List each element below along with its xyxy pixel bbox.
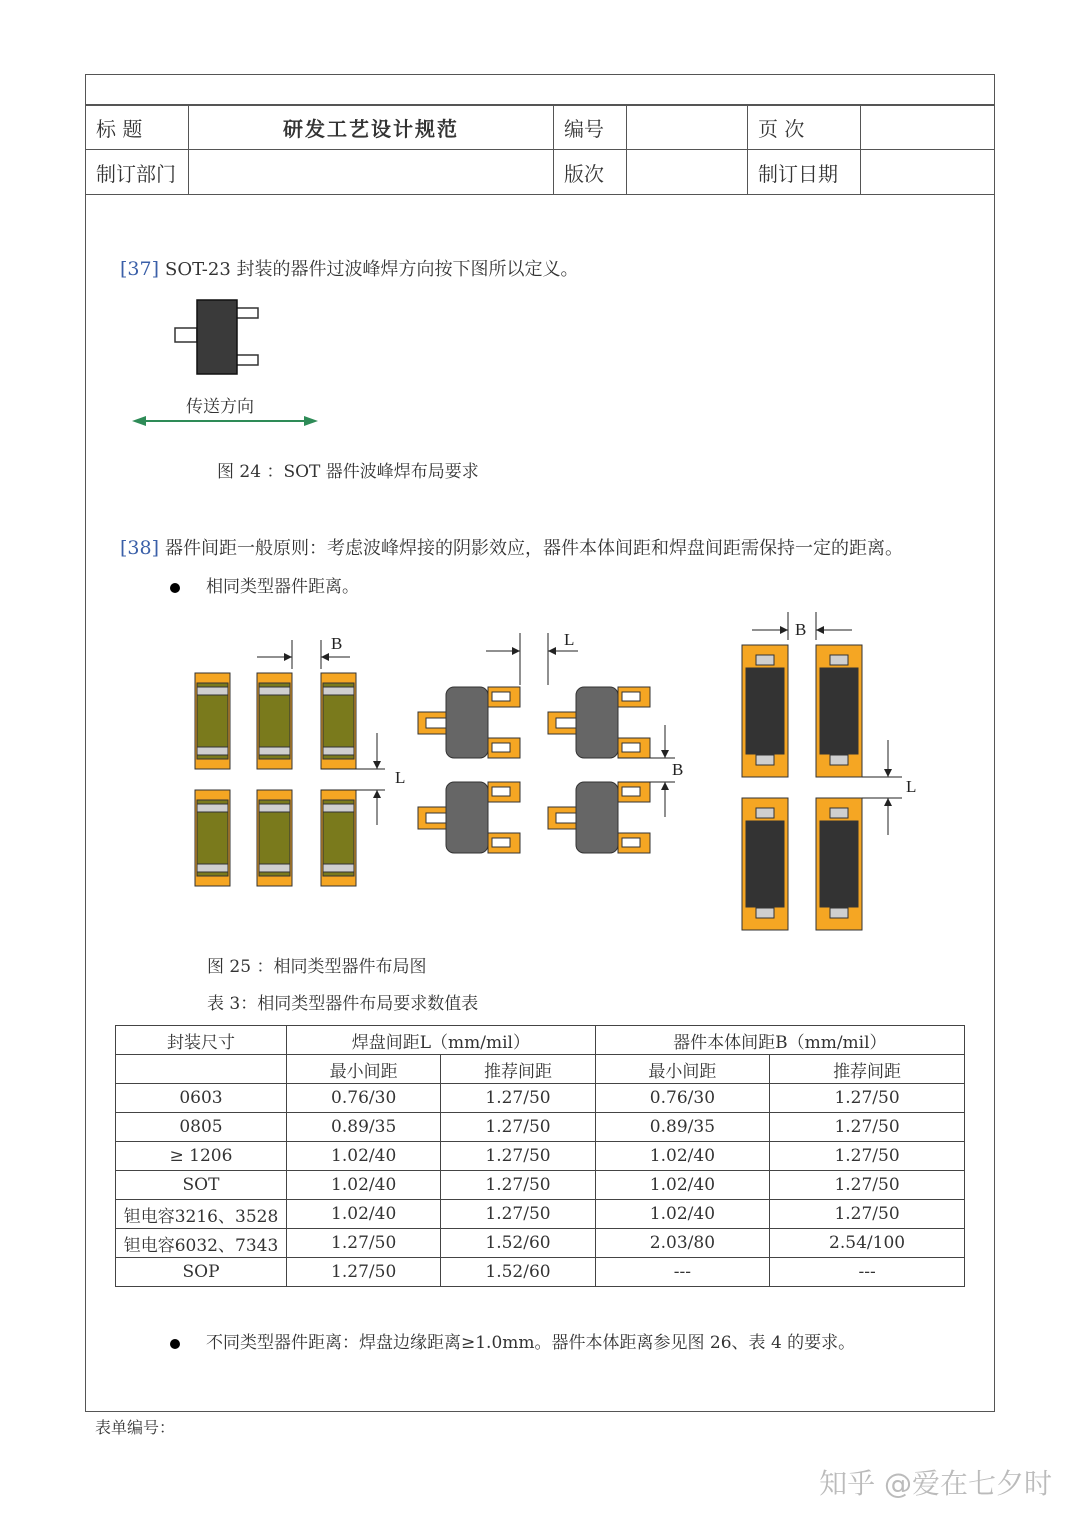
version-value bbox=[627, 150, 748, 195]
cell: 1.52/60 bbox=[441, 1258, 595, 1287]
watermark: 知乎 @爱在七夕时 bbox=[819, 1467, 1052, 1500]
arrow-icon bbox=[661, 750, 669, 758]
arrow-icon bbox=[321, 653, 329, 661]
arrow-icon bbox=[816, 626, 824, 634]
subheader-rec: 推荐间距 bbox=[770, 1055, 965, 1084]
header-package: 封装尺寸 bbox=[116, 1026, 287, 1055]
cell: 1.27/50 bbox=[441, 1142, 595, 1171]
version-label: 版次 bbox=[554, 150, 627, 195]
ic-component bbox=[742, 645, 788, 777]
bullet-icon bbox=[170, 583, 180, 593]
document-title: 研发工艺设计规范 bbox=[189, 105, 554, 150]
header-blank bbox=[116, 1055, 287, 1084]
spacing-table bbox=[115, 1025, 965, 1287]
arrow-icon bbox=[884, 769, 892, 777]
cell: ≥ 1206 bbox=[116, 1142, 287, 1171]
cell: 1.27/50 bbox=[441, 1200, 595, 1229]
ic-component bbox=[816, 645, 862, 777]
header-body-spacing: 器件本体间距B（mm/mil） bbox=[595, 1026, 964, 1055]
cell: 1.02/40 bbox=[287, 1171, 441, 1200]
dim-label-l: L bbox=[906, 777, 917, 796]
cell: 1.27/50 bbox=[287, 1258, 441, 1287]
cell: 钽电容3216、3528 bbox=[116, 1200, 287, 1229]
header-pad-spacing: 焊盘间距L（mm/mil） bbox=[287, 1026, 596, 1055]
table-row bbox=[116, 1258, 965, 1287]
sot-component bbox=[548, 687, 650, 758]
subheader-rec: 推荐间距 bbox=[441, 1055, 595, 1084]
chip-component bbox=[257, 673, 292, 769]
sot-layout-figure bbox=[410, 625, 700, 865]
chip-component bbox=[195, 673, 230, 769]
cell: SOP bbox=[116, 1258, 287, 1287]
cell: 0.76/30 bbox=[287, 1084, 441, 1113]
ic-component bbox=[816, 798, 862, 930]
bullet-icon bbox=[170, 1339, 180, 1349]
cell: 1.27/50 bbox=[287, 1229, 441, 1258]
form-number-label: 表单编号： bbox=[95, 1418, 176, 1437]
direction-label: 传送方向 bbox=[186, 397, 254, 417]
sot-lead-right-top bbox=[236, 308, 258, 318]
cell: --- bbox=[770, 1258, 965, 1287]
table-row bbox=[116, 1142, 965, 1171]
dim-label-b: B bbox=[331, 634, 343, 653]
chip-component bbox=[321, 673, 356, 769]
item-37 bbox=[120, 255, 579, 281]
arrow-icon bbox=[780, 626, 788, 634]
cell: 0.89/35 bbox=[595, 1113, 769, 1142]
figure-24-caption: 图 24 ：SOT 器件波峰焊布局要求 bbox=[217, 462, 479, 482]
arrow-icon bbox=[284, 653, 292, 661]
dim-label-l: L bbox=[564, 630, 575, 649]
sot-component bbox=[548, 782, 650, 853]
arrow-icon bbox=[512, 647, 520, 655]
cell: 1.27/50 bbox=[441, 1084, 595, 1113]
title-label: 标 题 bbox=[86, 105, 189, 150]
sot-component bbox=[418, 687, 520, 758]
dept-value bbox=[189, 150, 554, 195]
item-38-text: 器件间距一般原则：考虑波峰焊接的阴影效应，器件本体间距和焊盘间距需保持一定的距离。 bbox=[165, 538, 904, 559]
bullet-same-type bbox=[170, 572, 359, 597]
cell: 2.54/100 bbox=[770, 1229, 965, 1258]
header-table bbox=[86, 104, 994, 195]
ic-layout-figure bbox=[730, 610, 930, 940]
number-label: 编号 bbox=[554, 105, 627, 150]
ic-component bbox=[742, 798, 788, 930]
cell: 1.27/50 bbox=[770, 1142, 965, 1171]
cell: 0603 bbox=[116, 1084, 287, 1113]
cell: 0805 bbox=[116, 1113, 287, 1142]
date-value bbox=[861, 150, 995, 195]
chip-layout-figure bbox=[185, 625, 415, 900]
table-3-caption: 表 3：相同类型器件布局要求数值表 bbox=[207, 994, 479, 1014]
figure-25-caption: 图 25 ：相同类型器件布局图 bbox=[207, 957, 427, 977]
cell: 1.02/40 bbox=[595, 1171, 769, 1200]
table-row bbox=[116, 1171, 965, 1200]
cell: SOT bbox=[116, 1171, 287, 1200]
subheader-min: 最小间距 bbox=[287, 1055, 441, 1084]
top-strip bbox=[86, 75, 994, 106]
chip-component bbox=[195, 790, 230, 886]
cell: 0.76/30 bbox=[595, 1084, 769, 1113]
table-row bbox=[116, 1084, 965, 1113]
cell: --- bbox=[595, 1258, 769, 1287]
item-38 bbox=[120, 534, 903, 560]
page-value bbox=[861, 105, 995, 150]
cell: 1.27/50 bbox=[441, 1113, 595, 1142]
chip-component bbox=[257, 790, 292, 886]
date-label: 制订日期 bbox=[748, 150, 861, 195]
cell: 2.03/80 bbox=[595, 1229, 769, 1258]
sot-lead-right-bottom bbox=[236, 355, 258, 365]
table-row bbox=[116, 1113, 965, 1142]
arrow-icon bbox=[373, 790, 381, 798]
arrow-left-icon bbox=[132, 416, 146, 426]
sot-body bbox=[197, 300, 237, 374]
cell: 0.89/35 bbox=[287, 1113, 441, 1142]
item-37-text: SOT-23 封装的器件过波峰焊方向按下图所以定义。 bbox=[165, 259, 579, 280]
sot-lead-left bbox=[175, 328, 197, 342]
dim-label-b: B bbox=[672, 760, 684, 779]
arrow-right-icon bbox=[304, 416, 318, 426]
page-label: 页 次 bbox=[748, 105, 861, 150]
cell: 1.02/40 bbox=[595, 1200, 769, 1229]
cell: 1.27/50 bbox=[441, 1171, 595, 1200]
cell: 1.27/50 bbox=[770, 1200, 965, 1229]
arrow-icon bbox=[884, 798, 892, 806]
bullet-diff-type-text: 不同类型器件距离：焊盘边缘距离≥1.0mm。器件本体距离参见图 26、表 4 的要求。 bbox=[206, 1333, 856, 1353]
cell: 1.27/50 bbox=[770, 1113, 965, 1142]
chip-component bbox=[321, 790, 356, 886]
table-row bbox=[116, 1200, 965, 1229]
bullet-diff-type bbox=[170, 1328, 855, 1353]
subheader-min: 最小间距 bbox=[595, 1055, 769, 1084]
item-38-number: [38] bbox=[120, 537, 160, 559]
dim-label-b: B bbox=[795, 620, 807, 639]
table-row bbox=[116, 1229, 965, 1258]
dept-label: 制订部门 bbox=[86, 150, 189, 195]
sot-component bbox=[418, 782, 520, 853]
arrow-icon bbox=[548, 647, 556, 655]
cell: 1.02/40 bbox=[287, 1142, 441, 1171]
dim-label-l: L bbox=[395, 768, 406, 787]
arrow-icon bbox=[661, 782, 669, 790]
cell: 1.02/40 bbox=[287, 1200, 441, 1229]
cell: 1.52/60 bbox=[441, 1229, 595, 1258]
number-value bbox=[627, 105, 748, 150]
bullet-same-type-text: 相同类型器件距离。 bbox=[206, 577, 359, 597]
cell: 1.27/50 bbox=[770, 1171, 965, 1200]
item-37-number: [37] bbox=[120, 258, 160, 280]
cell: 1.27/50 bbox=[770, 1084, 965, 1113]
arrow-icon bbox=[373, 761, 381, 769]
cell: 钽电容6032、7343 bbox=[116, 1229, 287, 1258]
cell: 1.02/40 bbox=[595, 1142, 769, 1171]
